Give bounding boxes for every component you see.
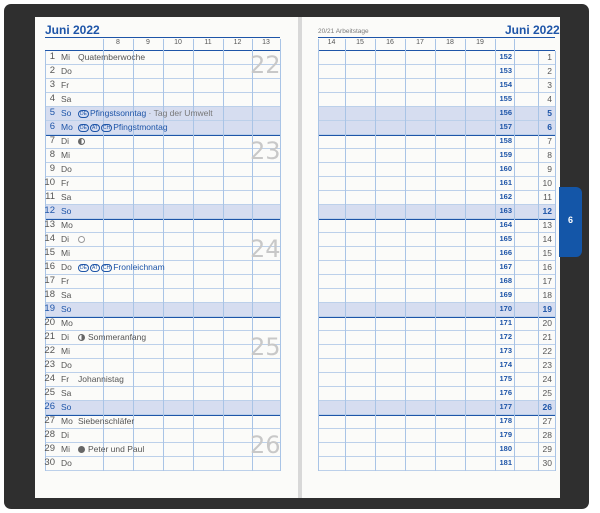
page-gutter — [298, 17, 302, 498]
weekday-label: Sa — [61, 94, 72, 104]
day-number: 20 — [44, 317, 55, 328]
left-col-line — [223, 39, 224, 471]
day-of-year: 168 — [499, 276, 512, 285]
weekday-label: Di — [61, 234, 70, 244]
week-number: 24 — [250, 235, 281, 263]
right-day-number: 13 — [542, 220, 552, 230]
weekday-label: Mi — [61, 150, 70, 160]
weekday-label: Di — [61, 430, 70, 440]
right-day-number: 18 — [542, 290, 552, 300]
right-day-number: 30 — [542, 458, 552, 468]
day-number: 29 — [44, 443, 55, 454]
region-badge: CH — [102, 264, 111, 271]
right-day-number: 17 — [542, 276, 552, 286]
day-note — [78, 260, 165, 274]
weekday-label: Fr — [61, 374, 70, 384]
right-day-number: 4 — [547, 94, 552, 104]
right-day-number: 9 — [547, 164, 552, 174]
right-row-line — [318, 92, 555, 93]
right-row-line — [318, 162, 555, 163]
right-header-rule — [318, 50, 555, 51]
right-row-line — [318, 344, 555, 345]
day-number: 3 — [49, 79, 55, 90]
right-row-line — [318, 260, 555, 261]
weekday-label: Mo — [61, 318, 73, 328]
left-col-line — [193, 39, 194, 471]
day-of-year: 174 — [499, 360, 512, 369]
weekday-label: Do — [61, 262, 72, 272]
weekday-label: Mo — [61, 220, 73, 230]
week-number: 25 — [250, 333, 281, 361]
left-col-header: 13 — [262, 39, 270, 46]
day-of-year: 157 — [499, 122, 512, 131]
weekday-label: So — [61, 206, 72, 216]
right-day-number: 7 — [547, 136, 552, 146]
moon-phase-icon — [78, 138, 85, 145]
day-number: 30 — [44, 457, 55, 468]
right-row-line — [318, 316, 555, 317]
left-month-title: Juni 2022 — [45, 23, 100, 37]
day-of-year: 159 — [499, 150, 512, 159]
day-note — [78, 232, 88, 246]
right-row-line — [318, 218, 555, 219]
holiday-label: Pfingstsonntag — [89, 108, 147, 118]
left-col-header: 10 — [174, 39, 182, 46]
holiday-label: Siebenschläfer — [78, 416, 135, 426]
holiday-label: Pfingstmontag — [113, 122, 168, 132]
right-row-line — [318, 442, 555, 443]
right-sunday-band — [318, 401, 555, 414]
right-day-number: 24 — [542, 374, 552, 384]
weekday-label: Mi — [61, 444, 70, 454]
right-row-line — [318, 204, 555, 205]
day-of-year: 156 — [499, 108, 512, 117]
day-number: 6 — [49, 121, 55, 132]
right-day-number: 28 — [542, 430, 552, 440]
holiday-label: Peter und Paul — [88, 444, 145, 454]
right-row-line — [318, 78, 555, 79]
right-row-line — [318, 414, 555, 415]
weekday-label: So — [61, 108, 72, 118]
weekday-label: Mi — [61, 346, 70, 356]
right-day-number: 27 — [542, 416, 552, 426]
day-of-year: 169 — [499, 290, 512, 299]
right-end-line — [555, 51, 556, 471]
day-of-year: 162 — [499, 192, 512, 201]
day-of-year: 178 — [499, 416, 512, 425]
day-number: 7 — [49, 135, 55, 146]
right-day-number: 29 — [542, 444, 552, 454]
weekday-label: Mi — [61, 248, 70, 258]
right-day-number: 5 — [547, 108, 552, 118]
right-sunday-band — [318, 303, 555, 316]
day-number: 2 — [49, 65, 55, 76]
right-sunday-band — [318, 121, 555, 134]
weekday-label: Mo — [61, 416, 73, 426]
right-day-number: 26 — [542, 402, 552, 412]
region-badge: DE — [80, 110, 87, 117]
holiday-label: Johannistag — [78, 374, 124, 384]
day-number: 15 — [44, 247, 55, 258]
right-row-line — [318, 288, 555, 289]
region-badge: CH — [102, 124, 111, 131]
right-day-number: 16 — [542, 262, 552, 272]
day-number: 24 — [44, 373, 55, 384]
week-number: 23 — [250, 137, 281, 165]
working-days-label: 20/21 Arbeitstage — [318, 28, 369, 35]
weekday-label: Fr — [61, 276, 70, 286]
day-of-year: 163 — [499, 206, 512, 215]
left-col-header: 11 — [204, 39, 212, 46]
right-col-line — [405, 39, 406, 471]
day-of-year: 173 — [499, 346, 512, 355]
right-sunday-band — [318, 205, 555, 218]
day-number: 11 — [45, 191, 55, 202]
right-col-header: 15 — [356, 39, 364, 46]
day-of-year: 153 — [499, 66, 512, 75]
day-number: 19 — [44, 303, 55, 314]
right-day-line — [538, 51, 539, 471]
day-number: 14 — [44, 233, 55, 244]
week-number: 26 — [250, 431, 281, 459]
region-badge: AT — [91, 124, 98, 131]
week-number: 22 — [250, 51, 281, 79]
weekday-label: Do — [61, 458, 72, 468]
day-of-year: 152 — [499, 52, 512, 61]
weekday-label: Do — [61, 360, 72, 370]
day-number: 26 — [44, 401, 55, 412]
right-doy-line — [514, 39, 515, 471]
right-row-line — [318, 372, 555, 373]
month-tab[interactable] — [559, 187, 582, 257]
right-row-line — [318, 106, 555, 107]
right-page — [302, 17, 560, 498]
right-row-line — [318, 246, 555, 247]
region-badge: DE — [80, 264, 87, 271]
day-number: 8 — [49, 149, 55, 160]
day-number: 10 — [44, 177, 55, 188]
right-col-header: 19 — [476, 39, 484, 46]
weekday-label: Fr — [61, 80, 70, 90]
day-of-year: 167 — [499, 262, 512, 271]
region-badge: AT — [91, 264, 98, 271]
right-day-number: 14 — [542, 234, 552, 244]
day-number: 16 — [44, 261, 55, 272]
day-number: 27 — [44, 415, 55, 426]
weekday-label: Mi — [61, 52, 70, 62]
right-day-number: 10 — [542, 178, 552, 188]
left-col-header: 9 — [146, 39, 150, 46]
day-note — [78, 106, 213, 120]
right-row-line — [318, 428, 555, 429]
right-day-number: 25 — [542, 388, 552, 398]
day-of-year: 154 — [499, 80, 512, 89]
day-of-year: 175 — [499, 374, 512, 383]
right-row-line — [318, 302, 555, 303]
right-day-number: 22 — [542, 346, 552, 356]
day-of-year: 164 — [499, 220, 512, 229]
right-day-number: 3 — [547, 80, 552, 90]
right-col-header: 14 — [327, 39, 336, 46]
weekday-label: Sa — [61, 290, 72, 300]
right-col-header: 18 — [446, 39, 454, 46]
day-note — [78, 134, 88, 148]
right-day-number: 12 — [542, 206, 552, 216]
left-col-line — [103, 39, 104, 471]
day-of-year: 180 — [499, 444, 512, 453]
weekday-label: Di — [61, 332, 70, 342]
right-edge-line — [318, 51, 319, 471]
right-row-line — [318, 120, 555, 121]
right-row-line — [318, 134, 555, 135]
day-of-year: 170 — [499, 304, 512, 313]
left-col-line — [163, 39, 164, 471]
right-day-number: 20 — [542, 318, 552, 328]
right-row-line — [318, 232, 555, 233]
right-row-line — [318, 176, 555, 177]
right-day-number: 11 — [543, 192, 552, 202]
region-badge: DE — [80, 124, 87, 131]
day-of-year: 166 — [499, 248, 512, 257]
day-of-year: 181 — [499, 458, 512, 467]
left-col-line — [133, 39, 134, 471]
left-col-header: 12 — [233, 39, 242, 46]
day-note — [78, 442, 144, 456]
day-number: 28 — [44, 429, 55, 440]
day-of-year: 161 — [499, 178, 512, 187]
holiday-label: Sommeranfang — [88, 332, 147, 342]
right-row-line — [318, 190, 555, 191]
day-number: 22 — [44, 345, 55, 356]
right-day-number: 19 — [542, 304, 552, 314]
weekday-label: Di — [61, 136, 70, 146]
right-title-rule — [318, 37, 555, 38]
right-row-line — [318, 456, 555, 457]
weekday-label: Do — [61, 66, 72, 76]
right-col-line — [465, 39, 466, 471]
right-day-number: 1 — [547, 52, 552, 62]
day-of-year: 171 — [499, 318, 512, 327]
left-title-rule — [45, 37, 280, 38]
right-row-line — [318, 274, 555, 275]
right-row-line — [318, 400, 555, 401]
day-note — [78, 330, 146, 344]
moon-phase-icon — [78, 334, 85, 341]
right-sunday-band — [318, 107, 555, 120]
weekday-label: Fr — [61, 178, 70, 188]
weekday-label: Sa — [61, 192, 72, 202]
right-col-line — [375, 39, 376, 471]
day-number: 13 — [44, 219, 55, 230]
day-of-year: 165 — [499, 234, 512, 243]
right-month-title: Juni 2022 — [505, 23, 560, 37]
day-number: 9 — [49, 163, 55, 174]
day-of-year: 172 — [499, 332, 512, 341]
day-of-year: 155 — [499, 94, 512, 103]
right-day-number: 6 — [547, 122, 552, 132]
right-row-line — [318, 470, 555, 471]
right-col-line — [435, 39, 436, 471]
day-note — [78, 414, 134, 428]
right-day-number: 21 — [542, 332, 552, 342]
right-row-line — [318, 386, 555, 387]
day-note — [78, 372, 124, 386]
month-tab-label: 6 — [567, 215, 573, 225]
left-col-header: 8 — [116, 39, 120, 46]
weekday-label: So — [61, 304, 72, 314]
day-number: 17 — [44, 275, 55, 286]
weekday-label: So — [61, 402, 72, 412]
day-number: 23 — [44, 359, 55, 370]
day-note — [78, 50, 145, 64]
day-number: 25 — [44, 387, 55, 398]
day-of-year: 177 — [499, 402, 512, 411]
right-col-header: 17 — [416, 39, 424, 46]
day-of-year: 160 — [499, 164, 512, 173]
right-col-line — [345, 39, 346, 471]
holiday-label: Quatemberwoche — [78, 52, 146, 62]
right-row-line — [318, 148, 555, 149]
right-row-line — [318, 358, 555, 359]
day-number: 1 — [49, 51, 55, 62]
day-of-year: 176 — [499, 388, 512, 397]
weekday-label: Sa — [61, 388, 72, 398]
moon-phase-icon — [78, 236, 85, 243]
day-number: 21 — [44, 331, 55, 342]
day-number: 5 — [49, 107, 55, 118]
day-number: 18 — [44, 289, 55, 300]
right-day-number: 2 — [547, 66, 552, 76]
weekday-label: Mo — [61, 122, 73, 132]
weekday-label: Do — [61, 164, 72, 174]
holiday-label-secondary: · Tag der Umwelt — [146, 108, 213, 118]
holiday-label: Fronleichnam — [113, 262, 165, 272]
day-of-year: 179 — [499, 430, 512, 439]
right-row-line — [318, 64, 555, 65]
day-number: 4 — [49, 93, 55, 104]
right-row-line — [318, 330, 555, 331]
day-of-year: 158 — [499, 136, 512, 145]
right-day-number: 8 — [547, 150, 552, 160]
moon-phase-icon — [78, 446, 85, 453]
right-day-number: 15 — [542, 248, 552, 258]
day-number: 12 — [44, 205, 55, 216]
right-col-header: 16 — [386, 39, 394, 46]
right-day-number: 23 — [542, 360, 552, 370]
day-note — [78, 120, 168, 134]
